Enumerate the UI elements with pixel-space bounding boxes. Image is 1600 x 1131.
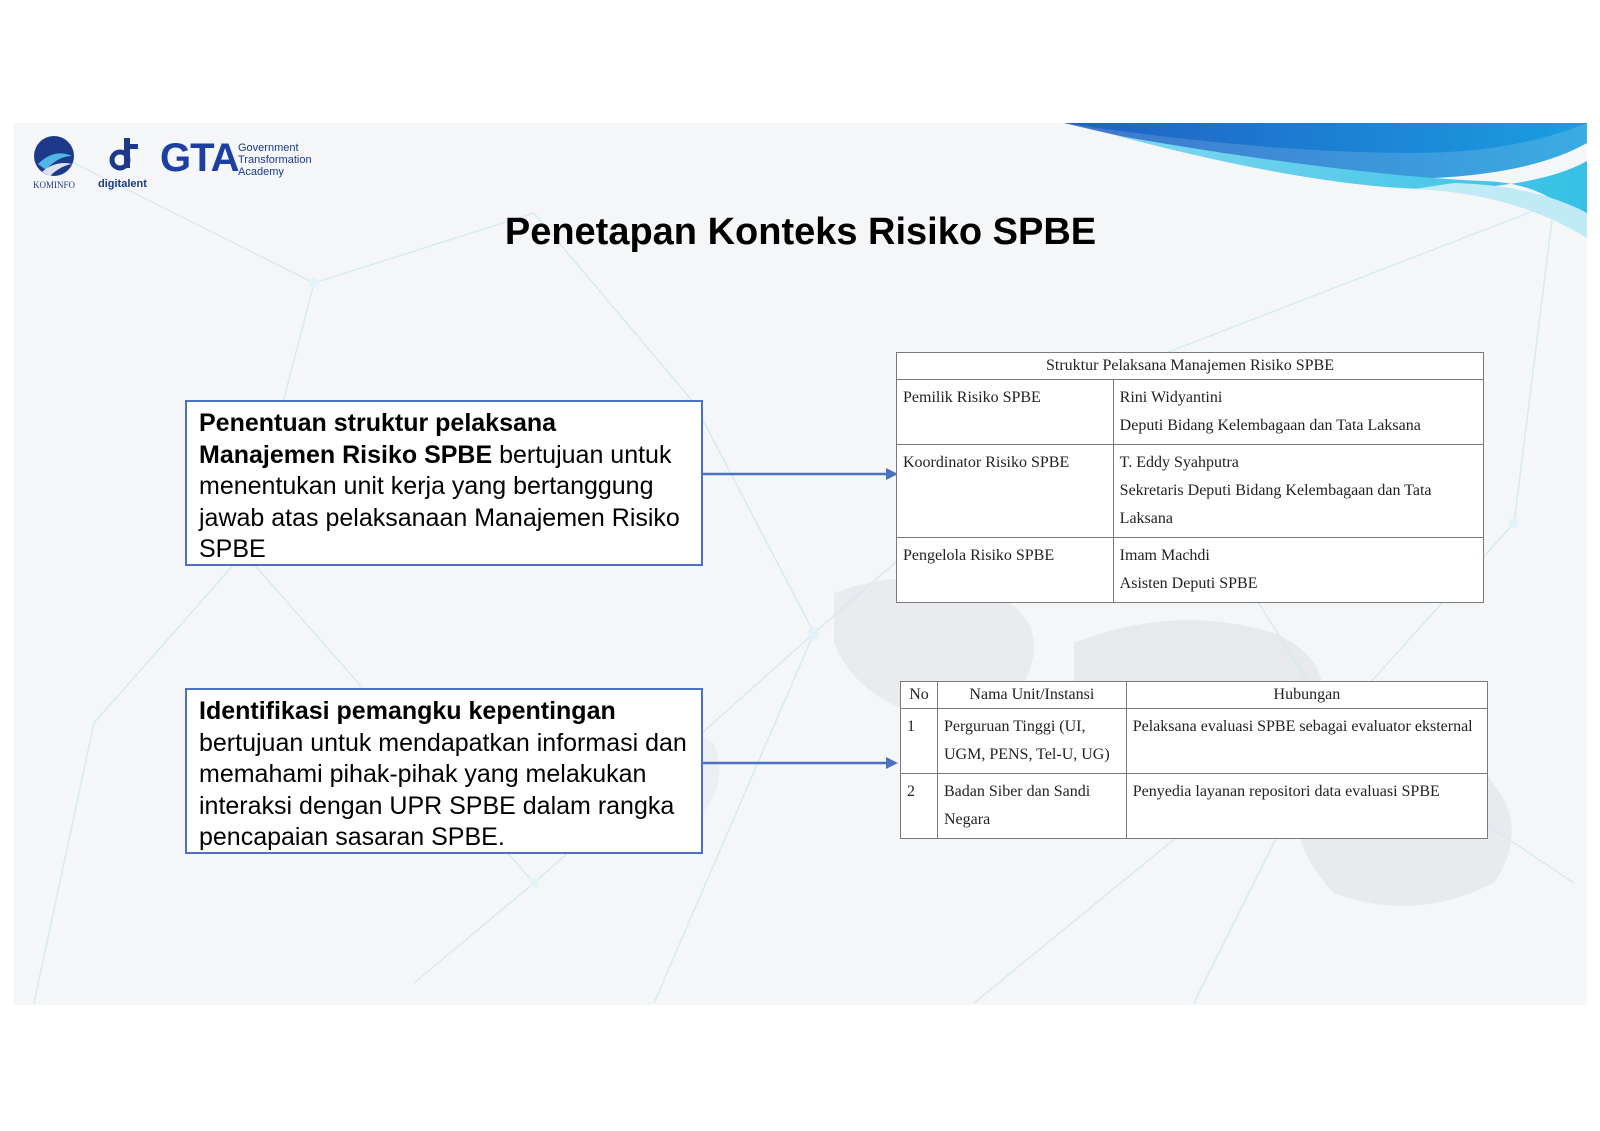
table-row: [901, 774, 1488, 839]
column-header-unit: Nama Unit/Instansi: [937, 682, 1126, 709]
arrow-connector-2: [702, 755, 898, 771]
person-cell: [1113, 445, 1483, 538]
person-name: T. Eddy Syahputra: [1119, 454, 1239, 471]
hubungan-cell: Penyedia layanan repositori data evaluasi SPBE: [1126, 774, 1487, 839]
person-position: Deputi Bidang Kelembagaan dan Tata Laksana: [1119, 417, 1421, 434]
person-cell: [1113, 538, 1483, 603]
struktur-table-header: Struktur Pelaksana Manajemen Risiko SPBE: [897, 353, 1484, 380]
gta-sub-line-2: Transformation: [238, 154, 312, 166]
person-position: Asisten Deputi SPBE: [1119, 575, 1258, 592]
slide: [14, 123, 1587, 1005]
person-name: Rini Widyantini: [1119, 389, 1223, 406]
person-position: Sekretaris Deputi Bidang Kelembagaan dan Tata Laksana: [1119, 482, 1432, 527]
struktur-pelaksana-table: [896, 352, 1484, 603]
person-name: Imam Machdi: [1119, 547, 1210, 564]
table-row: [897, 538, 1484, 603]
gta-sub-line-3: Academy: [238, 166, 284, 178]
gta-logo-text: GTA: [160, 136, 239, 180]
kominfo-label: KOMINFO: [32, 180, 75, 190]
column-header-hubungan: Hubungan: [1126, 682, 1487, 709]
column-header-no: No: [901, 682, 938, 709]
table-row: [897, 380, 1484, 445]
role-cell: Koordinator Risiko SPBE: [897, 445, 1114, 538]
gta-sub-line-1: Government: [238, 142, 299, 154]
unit-cell: Badan Siber dan Sandi Negara: [937, 774, 1126, 839]
role-cell: Pengelola Risiko SPBE: [897, 538, 1114, 603]
no-cell: 1: [901, 709, 938, 774]
table-header-row: [897, 353, 1484, 380]
callout-struktur: [185, 400, 703, 566]
table-row: [901, 709, 1488, 774]
person-cell: [1113, 380, 1483, 445]
callout-struktur-text: bertujuan untuk menentukan unit kerja yang bertanggung jawab atas pelaksanaan Manajemen Risiko SPBE: [199, 440, 680, 563]
hubungan-cell: Pelaksana evaluasi SPBE sebagai evaluator eksternal: [1126, 709, 1487, 774]
callout-pemangku: [185, 688, 703, 854]
slide-title: Penetapan Konteks Risiko SPBE: [504, 211, 1097, 253]
unit-cell: Perguruan Tinggi (UI, UGM, PENS, Tel-U, UG): [937, 709, 1126, 774]
arrow-connector-1: [702, 466, 898, 482]
callout-pemangku-text: bertujuan untuk mendapatkan informasi dan memahami pihak-pihak yang melakukan interaksi dengan UPR SPBE dalam rangka pencapaian sasaran SPBE.: [199, 728, 687, 851]
role-cell: Pemilik Risiko SPBE: [897, 380, 1114, 445]
pemangku-kepentingan-table: [900, 681, 1488, 839]
callout-pemangku-bold: Identifikasi pemangku kepentingan: [199, 697, 616, 725]
table-header-row: [901, 682, 1488, 709]
no-cell: 2: [901, 774, 938, 839]
digitalent-label: digitalent: [98, 178, 147, 190]
gta-subtitle: [238, 142, 338, 178]
table-row: [897, 445, 1484, 538]
callout-struktur-bold: Penentuan struktur pelaksana Manajemen Risiko SPBE: [199, 409, 557, 469]
